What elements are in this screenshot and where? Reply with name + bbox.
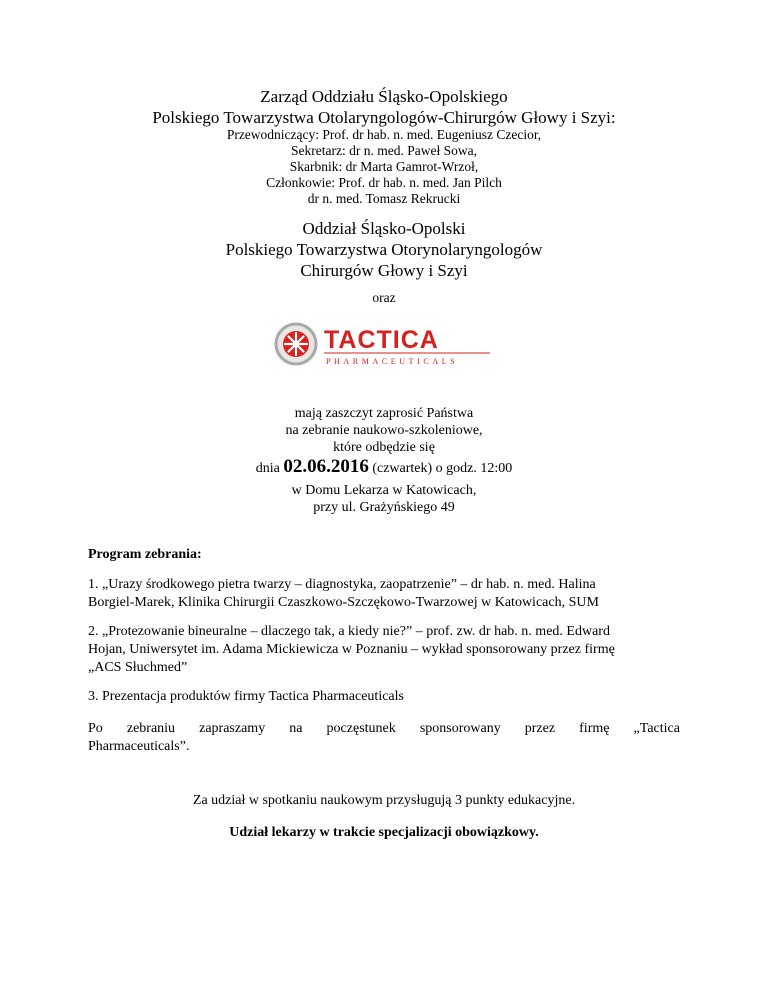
tactica-logo — [272, 319, 494, 369]
invite-line: mają zaszczyt zaprosić Państwa — [294, 406, 474, 421]
member-line: dr n. med. Tomasz Rekrucki — [307, 191, 461, 206]
invite-line: które odbędzie się — [333, 440, 435, 455]
program-item-3: 3. Prezentacja produktów firmy Tactica Pharmaceuticals — [88, 689, 404, 704]
place-line: przy ul. Grażyńskiego 49 — [313, 500, 455, 515]
board-title-line1: Zarząd Oddziału Śląsko-Opolskiego — [260, 87, 508, 106]
tactica-logo-icon — [272, 319, 494, 369]
board-title-line2: Polskiego Towarzystwa Otolaryngologów-Chirurgów Głowy i Szyi: — [152, 108, 616, 127]
branch-title-line: Polskiego Towarzystwa Otorynolaryngologów — [225, 240, 543, 259]
invitation — [0, 405, 768, 456]
program-item-1 — [88, 576, 680, 612]
word: „Tactica — [633, 721, 680, 736]
member-line: Sekretarz: dr n. med. Paweł Sowa, — [291, 143, 477, 158]
after-meeting-line2: Pharmaceuticals”. — [88, 739, 190, 754]
word: zapraszamy — [199, 721, 266, 736]
after-meeting-line1 — [88, 720, 680, 738]
program-item-2 — [88, 623, 680, 677]
logo-sub: PHARMACEUTICALS — [326, 357, 459, 366]
date-suffix: (czwartek) o godz. 12:00 — [372, 461, 513, 476]
logo-brand: TACTICA — [324, 326, 439, 354]
word: na — [289, 721, 303, 736]
branch-title-line: Chirurgów Głowy i Szyi — [300, 261, 468, 280]
program-heading: Program zebrania: — [88, 547, 202, 562]
board-title — [0, 86, 768, 128]
word: poczęstunek — [326, 721, 396, 736]
place — [0, 482, 768, 516]
board-members — [0, 127, 768, 207]
word: przez — [524, 721, 556, 736]
event-date: 02.06.2016 — [283, 456, 369, 477]
member-line: Członkowie: Prof. dr hab. n. med. Jan Pilch — [266, 175, 502, 190]
invite-line: na zebranie naukowo-szkoleniowe, — [285, 423, 483, 438]
member-line: Przewodniczący: Prof. dr hab. n. med. Eugeniusz Czecior, — [226, 127, 542, 142]
branch-title-line: Oddział Śląsko-Opolski — [302, 219, 466, 238]
program-item-2-line2: Hojan, Uniwersytet im. Adama Mickiewicza w Poznaniu – wykład sponsorowany przez firmę — [88, 642, 615, 657]
program-item-1-line1: 1. „Urazy środkowego pietra twarzy – diagnostyka, zaopatrzenie” – dr hab. n. med. Halina — [88, 577, 596, 592]
date-prefix: dnia — [255, 461, 280, 476]
oraz-text: oraz — [372, 290, 396, 305]
place-line: w Domu Lekarza w Katowicach, — [291, 483, 477, 498]
branch-title — [0, 218, 768, 281]
mandatory-note: Udział lekarzy w trakcie specjalizacji obowiązkowy. — [229, 825, 539, 840]
word: firmę — [579, 721, 610, 736]
program-item-2-line1: 2. „Protezowanie bineuralne – dlaczego tak, a kiedy nie?” – prof. zw. dr hab. n. med. Edward — [88, 624, 610, 639]
member-line: Skarbnik: dr Marta Gamrot-Wrzoł, — [289, 159, 479, 174]
points-note: Za udział w spotkaniu naukowym przysługują 3 punkty edukacyjne. — [192, 793, 576, 808]
after-meeting — [88, 720, 680, 756]
word: Po — [88, 721, 103, 736]
program-item-1-line2: Borgiel-Marek, Klinika Chirurgii Czaszkowo-Szczękowo-Twarzowej w Katowicach, SUM — [88, 595, 599, 610]
word: sponsorowany — [419, 721, 501, 736]
date-line — [0, 458, 768, 477]
word: zebraniu — [126, 721, 176, 736]
program-item-2-line3: „ACS Słuchmed” — [88, 660, 188, 675]
